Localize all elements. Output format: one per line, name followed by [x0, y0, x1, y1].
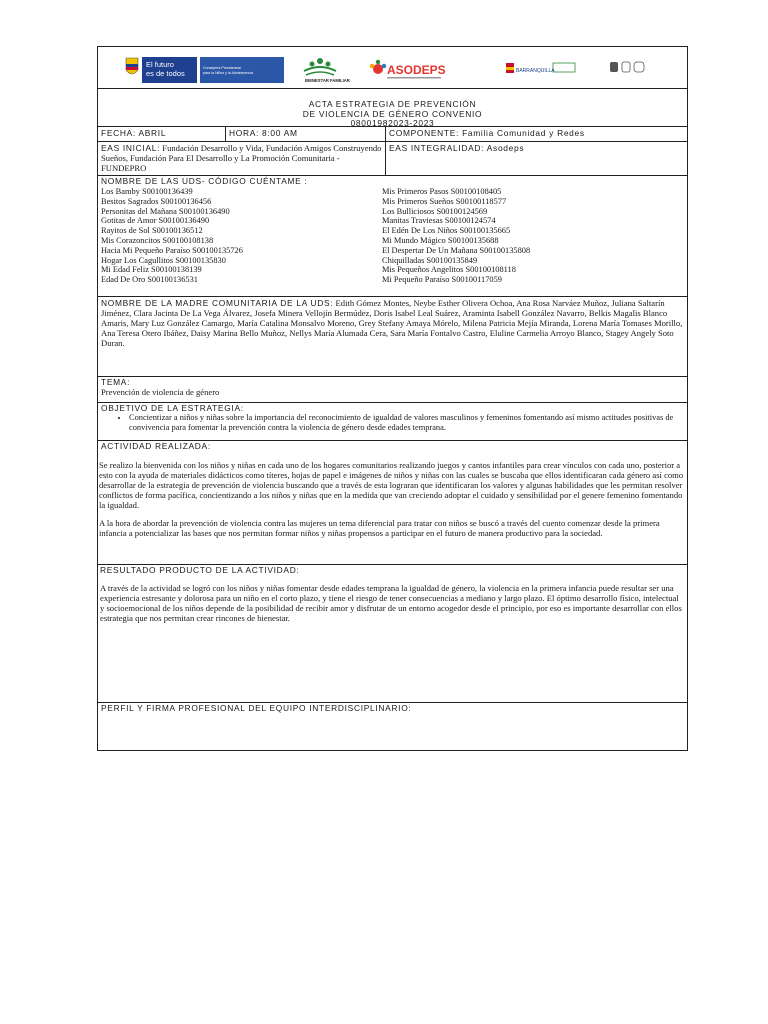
title-line1: ACTA ESTRATEGIA DE PREVENCIÓN	[308, 99, 477, 109]
uds-right-item: Mis Pequeños Angelitos S00100108118	[382, 265, 516, 275]
perfil-label: PERFIL Y FIRMA PROFESIONAL DEL EQUIPO INTERDISCIPLINARIO:	[101, 703, 412, 713]
uds-left-item: Mis Corazoncitos S00100108138	[101, 235, 214, 245]
perfil-row	[98, 702, 687, 750]
title-line3: 08001982023-2023	[350, 118, 435, 129]
uds-right-item: El Edén De Los Niños S00100135665	[382, 226, 511, 236]
uds-list-left	[101, 187, 243, 285]
small-logos-icon	[610, 62, 644, 72]
asodeps-text: ASODEPS	[387, 63, 446, 77]
uds-left-item: Los Bamby S00100136439	[101, 187, 193, 196]
uds-left-item: Hogar Los Cagullitos S00100135830	[101, 255, 226, 265]
uds-left-item: Besitos Sagrados S00100136456	[101, 196, 212, 206]
tema-row	[98, 376, 687, 402]
uds-list-right	[382, 187, 530, 285]
title-line2: DE VIOLENCIA DE GÉNERO CONVENIO	[302, 108, 483, 119]
uds-right-item: Mi Mundo Mágico S00100135688	[382, 235, 499, 245]
objetivo-label: OBJETIVO DE LA ESTRATEGIA:	[101, 403, 244, 413]
resultado-text: A través de la actividad se logró con los niños y niñas fomentar desde edades temprana la igualdad de género, la violencia en la primera infancia puede resultar ser una experiencia estresante y dolorosa para un niño en el corto plazo, y tiene el riesgo de tener consecuencias a mediano y largo plazo. El óptimo desarrollo físico, intelectual y socioemocional de los niños depende de la posibilidad de recibir amor y disfrutar de un entorno acogedor desde el principio, por eso es importante desarrollar con ellos estrategia que nos permitan crear rincones de bienestar.	[100, 583, 682, 623]
bienestar-text: BIENESTAR FAMILIAR	[305, 78, 350, 83]
componente-field: COMPONENTE: Familia Comunidad y Redes	[385, 127, 687, 141]
objetivo-bullet: • Concientizar a niños y niñas sobre la importancia del reconocimiento de igualdad de valores masculinos y femeninos fomentando así mismo actitudes positivas de convivencia para fomentar la prevención contra la violencia de género desde edades temprana.	[129, 413, 684, 433]
eas-inicial-text: Fundación Desarrollo y Vida, Fundación Amigos Construyendo Sueños, Fundación Para El Desarrollo y La Promoción Comunitaria - FUNDEPRO	[101, 143, 382, 173]
uds-left-item: Gotitas de Amor S00100136490	[101, 216, 210, 226]
uds-left-item: Mi Edad Feliz S00100138139	[101, 265, 202, 275]
uds-right-item: Mis Primeros Pasos S00100108405	[382, 187, 502, 196]
gov-logo-line1: El futuro	[146, 60, 174, 69]
uds-right-item: El Despertar De Un Mañana S00100135808	[382, 245, 531, 255]
actividad-paragraph-2: A la hora de abordar la prevención de violencia contra las mujeres un tema diferencial para tratar con niños se buscó a través del cuento comenzar desde la primera infancia a potencializar las bases que nos permitan formar niños y niñas propensos a participar en el futuro de manera productivo para la sociedad.	[99, 518, 660, 538]
uds-right-item: Los Bulliciosos S00100124569	[382, 206, 488, 216]
uds-left-item: Rayitos de Sol S00100136512	[101, 226, 203, 236]
gov-logo-line2: es de todos	[146, 69, 185, 78]
madres-text: Edith Gómez Montes, Neybe Esther Olivera Ochoa, Ana Rosa Narváez Muñoz, Juliana Saltarín Jiménez, Clara Jacinta De La Vega Álvarez, Josefa Minera Vellojín Bermúdez, Doris Isabel Leal Suárez, Araminta Isabell González Navarro, Belkis Magalis Blanco Amaris, Mary Luz González Camargo, María Catalina Monsalvo Moreno, Grey Stefany Amaya Mórelo, Milena Patricia Mejía Miranda, Lorena María Tomases Morillo, Ana Teresa Otero Ibáñez, Daisy Marina Bello Muñoz, Nellys María Alumada Cera, Sara María Fontalvo Castro, Eluline Carmelia Arroyo Blanco, Stagey Angely Soto Duran.	[101, 298, 683, 348]
gov-sub-text2: para la Niñez y la Adolescencia	[203, 71, 253, 75]
asodeps-icon	[370, 60, 386, 74]
resultado-label: RESULTADO PRODUCTO DE LA ACTIVIDAD:	[100, 565, 300, 575]
logos-svg	[98, 47, 687, 88]
tema-text: Prevención de violencia de género	[101, 387, 220, 397]
actividad-label: ACTIVIDAD REALIZADA:	[101, 441, 211, 451]
madres-label: NOMBRE DE LA MADRE COMUNITARIA DE LA UDS:	[101, 298, 334, 308]
actividad-paragraph-1: Se realizo la bienvenida con los niños y niñas en cada uno de los hogares comunitarios realizando juegos y cantos infantiles para crear vínculos con cada uno, posterior a esto con la ayuda de materiales didácticos como títeres, hojas de papel e imágenes de niños y niñas con las cuales se buscaba que ellos identificaran cada género así como desarrollar de la estrategia de prevención de violencia buscando que a través de esta lograran que identificaran los valores y algunas habilidades que les permitan resolver conflictos de forma pacífica, concientizando a los niños y niñas que en la medida que van creciendo adoptar el cuidado y sensibilidad por el genere femenino fomentando la igualdad.	[99, 460, 684, 510]
gov-sub-box	[200, 57, 284, 83]
gov-sub-text: Consejería Presidencial	[203, 66, 241, 70]
uds-right-item: Mis Primeros Sueños S00100118577	[382, 196, 507, 206]
tema-label: TEMA:	[101, 377, 131, 387]
acta-document	[97, 46, 688, 751]
barranquilla-badge-icon	[553, 63, 575, 72]
eas-integralidad: EAS INTEGRALIDAD: Asodeps	[389, 143, 525, 153]
uds-right-item: Chiquilladas S00100135849	[382, 255, 478, 265]
uds-label: NOMBRE DE LAS UDS- CÓDIGO CUÉNTAME :	[101, 176, 308, 186]
uds-row	[98, 175, 687, 296]
madres-row	[98, 296, 687, 376]
title-block	[98, 88, 687, 129]
logo-banner	[98, 47, 687, 88]
objetivo-row	[98, 402, 687, 440]
uds-right-item: Mi Pequeño Paraíso S00100117059	[382, 275, 502, 285]
meta-row	[98, 126, 687, 141]
uds-left-item: Hacia Mi Pequeño Paraíso S00100135726	[101, 245, 243, 255]
barranquilla-shield-icon	[506, 63, 514, 73]
hora-field: HORA: 8:00 AM	[225, 127, 385, 141]
uds-right-item: Manitas Traviesas S00100124574	[382, 216, 496, 226]
eas-inicial: EAS INICIAL: Fundación Desarrollo y Vida, Fundación Amigos Construyendo Sueños, Fundación Para El Desarrollo y La Promoción Comunitaria - FUNDEPRO	[101, 143, 382, 173]
uds-left-item: Personitas del Mañana S00100136490	[101, 206, 230, 216]
fecha-field: FECHA: ABRIL	[101, 128, 167, 138]
actividad-row	[98, 440, 687, 564]
colombia-shield-icon	[126, 58, 138, 74]
eas-row	[98, 141, 687, 175]
barranquilla-text: BARRANQUILLA	[516, 68, 555, 74]
bienestar-icon	[304, 58, 336, 75]
objetivo-list	[101, 413, 684, 433]
uds-left-item: Edad De Oro S00100136531	[101, 275, 198, 285]
resultado-row	[98, 564, 687, 702]
